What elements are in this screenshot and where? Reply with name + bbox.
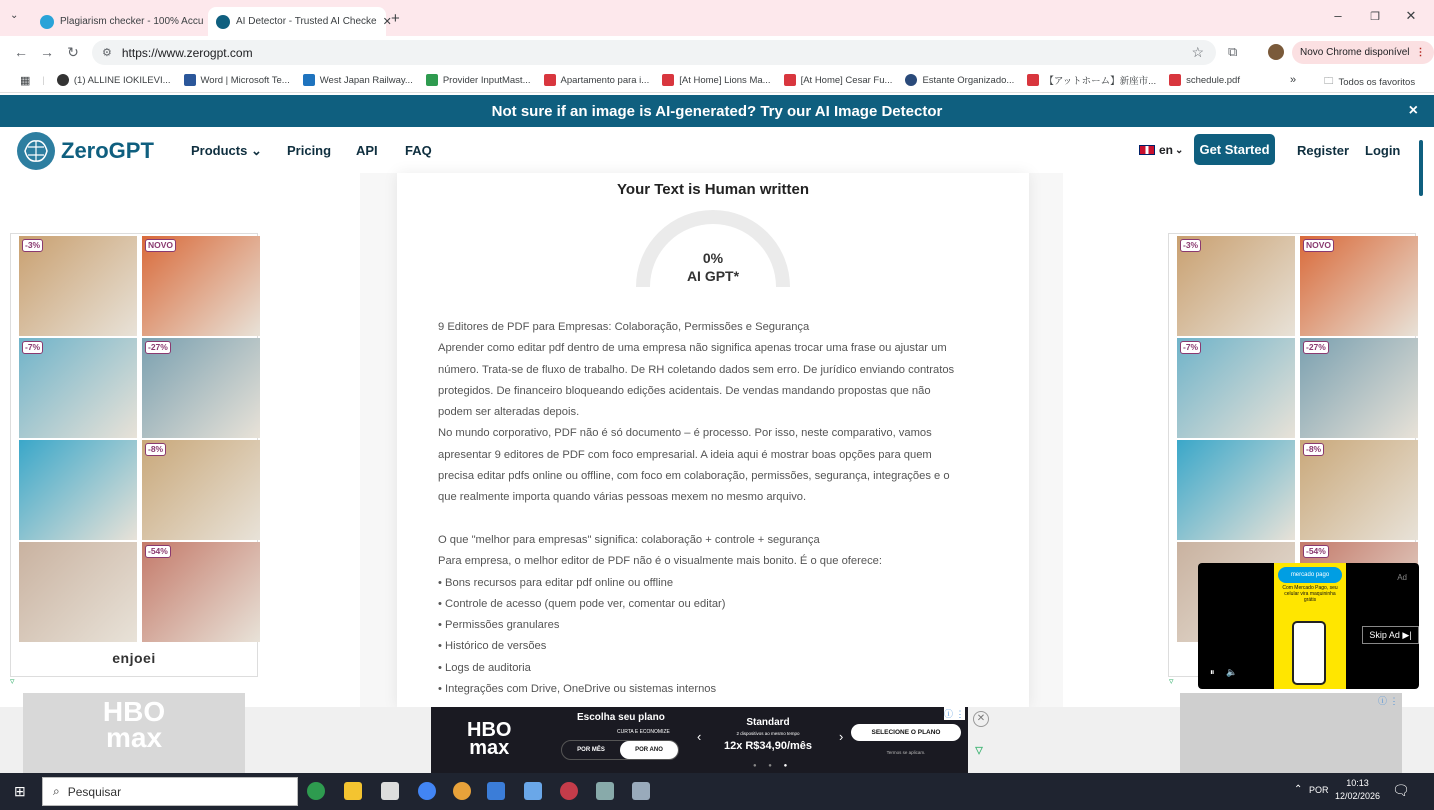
app-icon[interactable] xyxy=(632,782,650,800)
brain-logo-icon xyxy=(17,132,55,170)
max-logo-text: max xyxy=(469,737,510,759)
folder-icon: 🗀 xyxy=(1324,76,1334,87)
discount-badge: -8% xyxy=(1303,443,1324,456)
tab-favicon-icon xyxy=(40,15,54,29)
restore-icon[interactable]: ❐ xyxy=(1370,11,1380,23)
plan-heading: Escolha seu plano xyxy=(577,712,665,723)
new-tab-icon[interactable]: + xyxy=(391,10,400,27)
bookmarks-bar: ▦ | (1) ALLINE IOKILEVI... Word | Microsoft Te... West Japan Railway... Provider InputMast... Apartamento para i... [At Home] Lions Ma... [At Home] Cesar Fu... Estante Organizado... 【アットホーム】新座市... schedule.pdf » 🗀 Todos os favoritos xyxy=(0,68,1434,93)
system-clock[interactable] xyxy=(1335,777,1380,803)
back-icon[interactable]: ← xyxy=(14,44,28,60)
nav-api[interactable]: API xyxy=(356,143,378,158)
text-line: • Histórico de versões xyxy=(438,640,547,653)
result-card xyxy=(397,173,1029,708)
promo-banner-text[interactable]: Not sure if an image is AI-generated? Try our AI Image Detector xyxy=(491,102,943,120)
hbo-max-logo[interactable] xyxy=(467,721,511,757)
ad-marker-icon: ▿ xyxy=(10,676,15,686)
text-line: No mundo corporativo, PDF não é só documento – é processo. Por isso, neste comparativo, vamos xyxy=(438,427,932,440)
ad-label: Ad xyxy=(1397,573,1407,582)
clock-time: 10:13 xyxy=(1346,778,1369,788)
xbox-app-icon[interactable] xyxy=(307,782,325,800)
chrome-profile-icon[interactable] xyxy=(453,782,471,800)
keyboard-language[interactable]: POR xyxy=(1309,785,1329,795)
reload-icon[interactable]: ↻ xyxy=(67,43,79,60)
discount-badge: -27% xyxy=(145,341,171,354)
url-text[interactable]: https://www.zerogpt.com xyxy=(121,45,253,60)
discount-badge: -7% xyxy=(1180,341,1201,354)
minimize-icon[interactable]: – xyxy=(1334,8,1342,23)
windows-start-icon[interactable]: ⊞ xyxy=(14,783,26,799)
ai-gpt-label: AI GPT* xyxy=(686,268,740,284)
bookmark-item[interactable] xyxy=(544,74,650,86)
bookmark-item[interactable] xyxy=(303,74,413,86)
app-icon[interactable] xyxy=(487,782,505,800)
notifications-icon[interactable]: 🗨 xyxy=(1392,782,1410,798)
tab-ai-detector[interactable] xyxy=(208,7,392,36)
bookmark-item[interactable] xyxy=(1169,74,1240,86)
select-plan-button[interactable]: SELECIONE O PLANO xyxy=(851,724,961,741)
text-line: apresentar 9 editores de PDF com foco empresarial. A ideia aqui é mostrar boas opções para quem xyxy=(438,448,932,461)
enjoei-logo[interactable]: enjoei xyxy=(112,650,156,666)
toggle-yearly[interactable]: POR ANO xyxy=(620,741,678,759)
max-logo-text: max xyxy=(105,722,163,753)
discount-badge: -7% xyxy=(22,341,43,354)
terms-text: Termos se aplicam. xyxy=(886,750,926,755)
bookmark-favicon-icon xyxy=(1027,74,1039,86)
bookmark-favicon-icon xyxy=(57,74,69,86)
update-label: Novo Chrome disponível xyxy=(1300,47,1410,58)
ad-product-tile[interactable] xyxy=(1177,440,1295,540)
promo-banner[interactable] xyxy=(0,95,1434,127)
bookmark-label: Estante Organizado... xyxy=(922,74,1015,86)
ad-product-tile[interactable] xyxy=(19,542,137,642)
bookmark-label: [At Home] Lions Ma... xyxy=(679,74,771,86)
discount-badge: -27% xyxy=(1303,341,1329,354)
discount-badge: NOVO xyxy=(145,239,176,252)
tray-chevron-icon[interactable]: ⌃ xyxy=(1294,784,1303,795)
text-line: • Controle de acesso (quem pode ver, comentar ou editar) xyxy=(438,597,726,610)
ad-product-tile[interactable] xyxy=(1177,338,1295,438)
ad-product-tile[interactable] xyxy=(1300,440,1418,540)
pdf-icon xyxy=(1169,74,1181,86)
text-line: O que "melhor para empresas" significa: colaboração + controle + segurança xyxy=(438,533,820,546)
close-tab-icon[interactable]: ✕ xyxy=(382,16,392,28)
ad-product-tile[interactable] xyxy=(19,236,137,336)
nav-products[interactable] xyxy=(191,143,262,159)
bookmark-label: Apartamento para i... xyxy=(560,74,650,86)
close-window-icon[interactable]: ✕ xyxy=(1405,8,1417,23)
left-ad-panel[interactable] xyxy=(10,233,258,677)
bookmark-favicon-icon xyxy=(426,74,438,86)
site-info-icon[interactable]: ⚙ xyxy=(102,47,112,59)
taskbar-search-input[interactable] xyxy=(42,777,298,806)
text-line: • Integrações com Drive, OneDrive ou sistemas internos xyxy=(438,683,717,696)
ad-product-tile[interactable] xyxy=(19,440,137,540)
bookmark-label: 【アットホーム】新座市... xyxy=(1044,76,1157,87)
app-icon[interactable] xyxy=(560,782,578,800)
bookmark-item[interactable] xyxy=(57,74,171,86)
bookmark-favicon-icon xyxy=(905,74,917,86)
phone-image xyxy=(1292,621,1326,685)
tab-title: AI Detector - Trusted AI Checke xyxy=(236,16,377,27)
bookmark-label: (1) ALLINE IOKILEVI... xyxy=(73,74,171,86)
uk-flag-icon xyxy=(1139,145,1155,155)
chevron-down-icon: ⌄ xyxy=(1175,144,1184,156)
menu-kebab-icon: ⋮ xyxy=(1415,47,1426,58)
app-icon[interactable] xyxy=(381,782,399,800)
mercado-pago-creative[interactable] xyxy=(1274,563,1346,689)
bookmark-favicon-icon xyxy=(184,74,196,86)
hbo-max-faded-ad[interactable] xyxy=(23,693,245,773)
ad-product-tile[interactable] xyxy=(1300,236,1418,336)
bookmark-favicon-icon xyxy=(784,74,796,86)
bottom-left-ad-area xyxy=(0,696,431,773)
discount-badge: -8% xyxy=(145,443,166,456)
site-header xyxy=(0,127,1434,173)
faded-ad-creative[interactable] xyxy=(1180,693,1402,773)
register-link[interactable]: Register xyxy=(1297,143,1350,158)
skip-ad-button[interactable]: Skip Ad ▶| xyxy=(1362,626,1419,644)
bookmark-item[interactable] xyxy=(662,74,770,86)
text-line: Aprender como editar pdf dentro de uma empresa não significa apenas trocar uma frase ou ajustar um xyxy=(438,342,947,355)
text-line: que realmente importa quando várias pessoas mexem no mesmo arquivo. xyxy=(438,491,807,504)
apps-grid-icon[interactable]: ▦ xyxy=(20,74,31,87)
logo-text: ZeroGPT xyxy=(61,138,154,163)
bookmark-star-icon[interactable]: ☆ xyxy=(1191,44,1204,60)
analyzed-text xyxy=(438,317,998,700)
close-ad-icon[interactable]: ✕ xyxy=(973,711,989,727)
text-line: Para empresa, o melhor editor de PDF não é o visualmente mais bonito. É o que oferece: xyxy=(438,555,883,568)
tab-favicon-icon xyxy=(216,15,230,29)
hbo-logo-text: HBO xyxy=(102,696,166,727)
bottom-right-ad-area xyxy=(968,696,1434,773)
text-line: • Permissões granulares xyxy=(438,619,560,632)
plan-price: 12x R$34,90/mês xyxy=(723,740,813,752)
bookmark-label: schedule.pdf xyxy=(1186,74,1240,86)
extensions-icon[interactable]: ⧉ xyxy=(1228,44,1238,59)
language-label: en xyxy=(1159,143,1174,157)
hbo-logo-text: HBO xyxy=(467,719,512,741)
clock-date: 12/02/2026 xyxy=(1335,791,1381,801)
windows-taskbar xyxy=(0,773,1434,810)
ad-product-tile[interactable] xyxy=(142,542,260,642)
chevron-right-icon[interactable]: › xyxy=(839,729,844,744)
blank-line xyxy=(438,509,998,530)
result-title: Your Text is Human written xyxy=(617,181,809,198)
mercado-pago-logo xyxy=(1278,567,1342,583)
text-line: 9 Editores de PDF para Empresas: Colaboração, Permissões e Segurança xyxy=(438,321,810,333)
bookmark-favicon-icon xyxy=(303,74,315,86)
ad-choices-icon[interactable]: ⓘ ⋮ xyxy=(1378,696,1399,706)
discount-badge: NOVO xyxy=(1303,239,1334,252)
ad-product-tile[interactable] xyxy=(19,338,137,438)
chrome-icon[interactable] xyxy=(418,782,436,800)
bookmark-favicon-icon xyxy=(544,74,556,86)
profile-avatar[interactable] xyxy=(1268,44,1284,60)
text-line: podem ser alteradas depois. xyxy=(438,406,580,419)
ad-choices-icon[interactable]: ⓘ ⋮ xyxy=(944,709,965,719)
bookmarks-overflow-button[interactable]: » xyxy=(1290,74,1297,86)
hbo-max-bottom-ad[interactable] xyxy=(431,707,968,773)
mercado-pago-brand: mercado pago xyxy=(1290,572,1330,578)
app-icon[interactable] xyxy=(524,782,542,800)
search-placeholder: Pesquisar xyxy=(67,784,122,799)
text-line: precisa editar pdfs online ou offline, com foco em colaboração, permissões, segurança, integrações e o xyxy=(438,470,950,483)
text-line: número. Trata-se de fluxo de trabalho. De RH coletando dados sem erro. De jurídico enviando contratos xyxy=(438,363,955,376)
bookmark-item[interactable] xyxy=(1027,73,1156,87)
app-icon[interactable] xyxy=(596,782,614,800)
plan-name: Standard xyxy=(746,717,790,728)
bookmark-label: [At Home] Cesar Fu... xyxy=(800,74,893,86)
ad-marker-icon: ▿ xyxy=(975,742,984,759)
login-link[interactable]: Login xyxy=(1365,143,1401,158)
slogan: CURTA E ECONOMIZE xyxy=(617,729,670,735)
navigation-bar xyxy=(0,36,1434,68)
ad-marker-icon: ▿ xyxy=(1169,676,1174,686)
nav-pricing[interactable]: Pricing xyxy=(287,143,332,158)
scrollbar-thumb[interactable] xyxy=(1419,140,1423,196)
discount-badge: -54% xyxy=(1303,545,1329,558)
address-bar[interactable] xyxy=(92,40,1216,65)
search-icon: ⌕ xyxy=(53,784,60,798)
text-line: • Logs de auditoria xyxy=(438,661,531,674)
chevron-down-icon: ⌄ xyxy=(250,143,262,158)
volume-icon[interactable]: 🔈 xyxy=(1226,667,1238,677)
mercado-pago-tagline: Com Mercado Pago, seu celular vira maquininha grátis xyxy=(1282,585,1338,603)
ad-product-tile[interactable] xyxy=(142,236,260,336)
bookmark-label: Provider InputMast... xyxy=(442,74,531,86)
bookmark-item[interactable] xyxy=(184,74,290,86)
close-icon[interactable]: × xyxy=(1408,102,1418,119)
discount-badge: -3% xyxy=(1180,239,1201,252)
carousel-dots: ● ● ● xyxy=(753,763,793,769)
bookmark-label: West Japan Railway... xyxy=(319,74,413,86)
ad-product-tile[interactable] xyxy=(1177,236,1295,336)
ad-product-tile[interactable] xyxy=(142,338,260,438)
all-bookmarks-label: Todos os favoritos xyxy=(1338,76,1416,88)
language-selector[interactable] xyxy=(1139,143,1183,157)
plan-subtitle: 2 dispositivos ao mesmo tempo xyxy=(736,731,800,736)
tab-title: Plagiarism checker - 100% Accu xyxy=(60,16,204,27)
nav-faq[interactable]: FAQ xyxy=(405,143,432,158)
toggle-monthly[interactable]: POR MÊS xyxy=(577,747,605,753)
billing-toggle[interactable] xyxy=(561,740,679,760)
text-line: protegidos. De financeiro bloqueando edições acidentais. De vendas mandando propostas que não xyxy=(438,384,931,397)
all-bookmarks-button[interactable] xyxy=(1324,74,1415,90)
bookmark-label: Word | Microsoft Te... xyxy=(200,74,290,86)
bookmark-item[interactable] xyxy=(426,74,531,86)
browser-tab-bar xyxy=(0,0,1434,36)
chevron-left-icon[interactable]: ‹ xyxy=(697,729,702,744)
zerogpt-logo[interactable] xyxy=(17,132,154,170)
bookmark-item[interactable] xyxy=(905,74,1014,86)
ai-percent: 0% xyxy=(702,250,724,266)
chrome-update-button[interactable] xyxy=(1292,41,1434,64)
forward-icon[interactable]: → xyxy=(40,44,54,60)
bookmark-favicon-icon xyxy=(662,74,674,86)
bookmark-item[interactable] xyxy=(784,74,893,86)
tab-plagiarism-checker[interactable] xyxy=(32,7,206,36)
get-started-button[interactable]: Get Started xyxy=(1194,134,1275,165)
discount-badge: -3% xyxy=(22,239,43,252)
ad-product-tile[interactable] xyxy=(1300,338,1418,438)
file-explorer-icon[interactable] xyxy=(344,782,362,800)
discount-badge: -54% xyxy=(145,545,171,558)
ad-product-tile[interactable] xyxy=(142,440,260,540)
pause-icon[interactable]: ⏸ xyxy=(1210,667,1215,677)
tab-list-chevron-icon[interactable]: ⌄ xyxy=(10,10,19,21)
nav-products-label: Products xyxy=(191,143,248,158)
text-line: • Bons recursos para editar pdf online ou offline xyxy=(438,576,674,589)
